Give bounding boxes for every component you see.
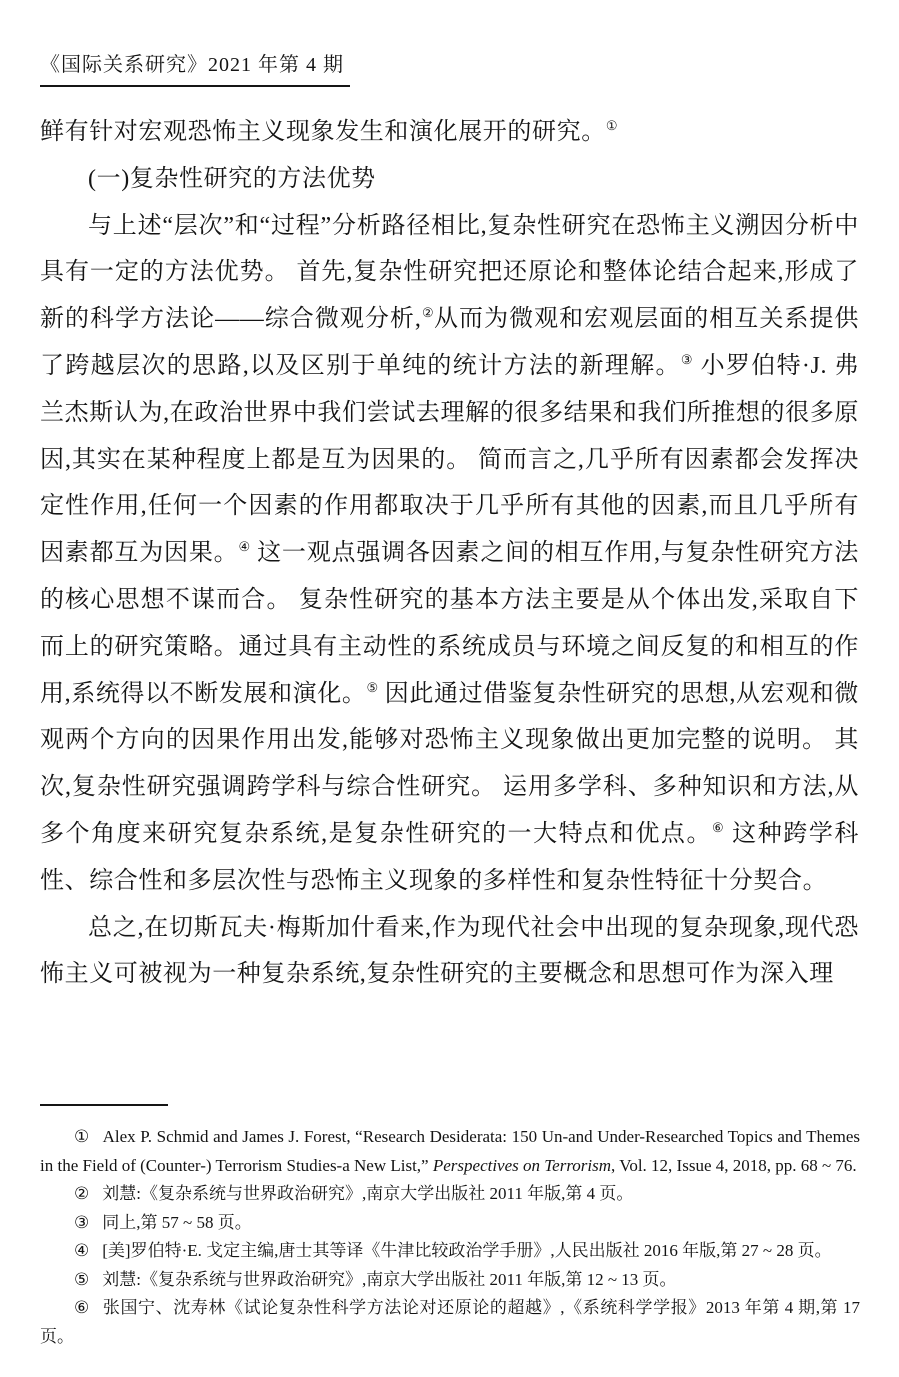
footnote-2-marker: ② [74, 1184, 90, 1203]
footnote-3-text: 同上,第 57 ~ 58 页。 [102, 1212, 252, 1232]
body-paragraph-methods: 与上述“层次”和“过程”分析路径相比,复杂性研究在恐怖主义溯因分析中具有一定的方法优势。 首先,复杂性研究把还原论和整体论结合起来,形成了新的科学方法论——综合微观分析,②从而为微观和宏观层面的相互关系提供了跨越层次的思路,以及区别于单纯的统计方法的新理解。③ 小罗伯特·J. 弗兰杰斯认为,在政治世界中我们尝试去理解的很多结果和我们所推想的很多原因,其实在某种程度上都是互为因果的。 简而言之,几乎所有因素都会发挥决定性作用,任何一个因素的作用都取决于几乎所有其他的因素,而且几乎所有因素都互为因果。④ 这一观点强调各因素之间的相互作用,与复杂性研究方法的核心思想不谋而合。 复杂性研究的基本方法主要是从个体出发,采取自下而上的研究策略。通过具有主动性的系统成员与环境之间反复的和相互的作用,系统得以不断发展和演化。⑤ 因此通过借鉴复杂性研究的思想,从宏观和微观两个方向的因果作用出发,能够对恐怖主义现象做出更加完整的说明。 其次,复杂性研究强调跨学科与综合性研究。 运用多学科、多种知识和方法,从多个角度来研究复杂系统,是复杂性研究的一大特点和优点。⑥ 这种跨学科性、综合性和多层次性与恐怖主义现象的多样性和复杂性特征十分契合。 [40, 212, 860, 894]
body-opening-line: 鲜有针对宏观恐怖主义现象发生和演化展开的研究。① [40, 118, 618, 145]
footnote-1-text-cont: , Vol. 12, Issue 4, 2018, pp. 68 ~ 76. [611, 1155, 857, 1175]
footnote-1-journal-title: Perspectives on Terrorism [432, 1155, 612, 1175]
footnote-5-text: 刘慧:《复杂系统与世界政治研究》,南京大学出版社 2011 年版,第 12 ~ 13 页。 [102, 1269, 677, 1289]
section-heading: (一)复杂性研究的方法优势 [88, 165, 376, 192]
footnote-3-marker: ③ [74, 1212, 90, 1232]
footnote-1 [40, 1123, 860, 1180]
footnote-6-text: 张国宁、沈寿林《试论复杂性科学方法论对还原论的超越》,《系统科学学报》2013 年第 4 期,第 17 页。 [40, 1298, 860, 1346]
footnote-4-text: [美]罗伯特·E. 戈定主编,唐士其等译《牛津比较政治学手册》,人民出版社 2016 年版,第 27 ~ 28 页。 [102, 1241, 832, 1260]
footnote-6-marker: ⑥ [74, 1298, 90, 1317]
footnote-6 [40, 1294, 860, 1351]
footnote-2 [40, 1180, 860, 1209]
footnote-5 [40, 1266, 860, 1295]
footnote-separator-rule [40, 1104, 168, 1106]
footnote-4 [40, 1237, 860, 1266]
footnote-1-marker: ① [74, 1127, 90, 1146]
footnote-2-text: 刘慧:《复杂系统与世界政治研究》,南京大学出版社 2011 年版,第 4 页。 [102, 1184, 634, 1203]
footnotes-section [40, 1104, 860, 1351]
footnote-3 [40, 1209, 860, 1238]
footnote-4-marker: ④ [74, 1241, 90, 1260]
page-header [40, 52, 859, 87]
footnote-1-text: Alex P. Schmid and James J. Forest, “Research Desiderata: 150 Un-and Under-Researched Topics and Themes in the Field of (Counter-) Terrorism Studies-a New List,” [40, 1127, 860, 1175]
journal-running-head: 《国际关系研究》2021 年第 4 期 [40, 52, 350, 87]
footnote-5-marker: ⑤ [74, 1269, 90, 1289]
article-body [40, 109, 859, 998]
footnote-list [40, 1123, 860, 1351]
body-paragraph-summary: 总之,在切斯瓦夫·梅斯加什看来,作为现代社会中出现的复杂现象,现代恐怖主义可被视为一种复杂系统,复杂性研究的主要概念和思想可作为深入理 [40, 914, 859, 988]
